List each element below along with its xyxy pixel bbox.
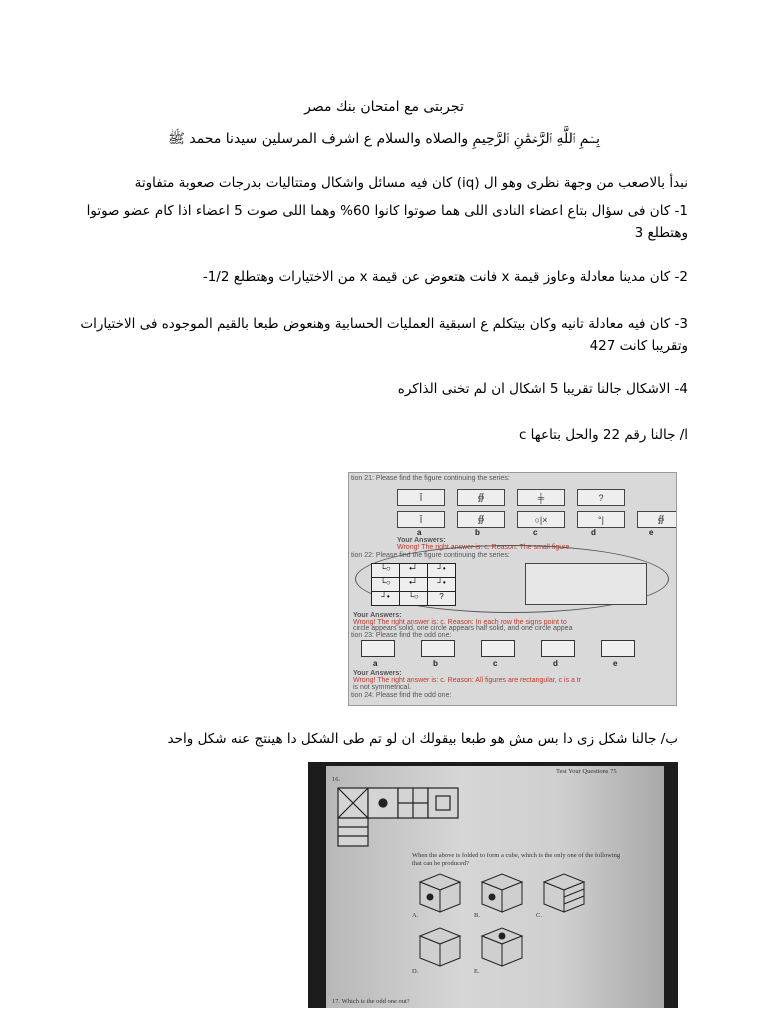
shape-label-c: c xyxy=(493,659,498,668)
your-answers-label-3: Your Answers: xyxy=(353,670,402,677)
your-answers-label: Your Answers: xyxy=(397,537,446,544)
shape-label-a: a xyxy=(373,659,378,668)
question-23-heading: tion 23: Please find the odd one: xyxy=(351,632,452,639)
option-cell: ∯ xyxy=(637,511,677,528)
question-16-number: 16. xyxy=(332,776,341,783)
option-cell: °| xyxy=(577,511,625,528)
wrong-answer-23: Wrong! The right answer is: c. Reason: All figures are rectangular, c is a tr xyxy=(353,677,582,684)
question-16-text-2: that can be produced? xyxy=(412,860,469,867)
option-label-e: e xyxy=(649,528,654,537)
cube-label-d: D. xyxy=(412,968,419,975)
sub-item-b-paragraph: ب/ جالنا شكل زى دا بس مش هو طبعا بيقولك ان لو تم طى الشكل دا هينتج عنه شكل واحد xyxy=(167,731,678,747)
option-cell: ○|× xyxy=(517,511,565,528)
option-cell: Ĭ xyxy=(397,511,445,528)
book-page xyxy=(326,766,664,1008)
cube-label-e: E. xyxy=(474,968,480,975)
shape-a xyxy=(361,640,395,657)
cube-label-a: A. xyxy=(412,912,419,919)
cube-question-photo xyxy=(308,762,678,1008)
shape-e xyxy=(601,640,635,657)
intro-paragraph: نبدأ بالاصعب من وجهة نظرى وهو ال (iq) كان فيه مسائل واشكال ومتتاليات بدرجات صعوبة متفاوتة xyxy=(134,175,688,191)
shape-c xyxy=(481,640,515,657)
answer-choices-box xyxy=(525,563,647,605)
series-row-2 xyxy=(397,511,677,528)
sub-item-a-paragraph: ا/ جالنا رقم 22 والحل بتاعها c xyxy=(518,427,688,443)
shape-b xyxy=(421,640,455,657)
basmala-line: بِسۡمِ ٱللَّهِ ٱلرَّحۡمَٰنِ ٱلرَّحِيمِ والصلاه والسلام ع اشرف المرسلين سيدنا محمد ﷺ xyxy=(168,131,600,147)
document-title: تجربتى مع امتحان بنك مصر xyxy=(304,99,464,115)
option-label-d: d xyxy=(591,528,596,537)
series-cell: ╪ xyxy=(517,489,565,506)
test-results-screenshot xyxy=(348,472,677,706)
question-17-text: 17. Which is the odd one out? xyxy=(332,998,410,1005)
matrix-cell: ┘• xyxy=(372,592,399,605)
cube-label-c: C. xyxy=(536,912,542,919)
shape-label-d: d xyxy=(553,659,558,668)
shape-label-e: e xyxy=(613,659,618,668)
question-16-text: When the above is folded to form a cube, which is the only one of the following xyxy=(412,852,621,859)
question-21-heading: tion 21: Please find the figure continuing the series: xyxy=(351,475,510,482)
series-row-1 xyxy=(397,489,625,506)
matrix-cell: •┘ xyxy=(400,578,427,591)
shape-label-b: b xyxy=(433,659,438,668)
matrix-cell: •┘ xyxy=(400,564,427,577)
option-cell: ∯ xyxy=(457,511,505,528)
item-4-paragraph: 4- الاشكال جالنا تقريبا 5 اشكال ان لم تخنى الذاكره xyxy=(397,381,688,397)
item-1-paragraph: 1- كان فى سؤال بتاع اعضاء النادى اللى هما صوتوا كانوا 60% وهما اللى صوت 5 اعضاء اذا كام عضو صوتوا وهتطلع 3 xyxy=(86,203,688,241)
option-label-c: c xyxy=(533,528,538,537)
matrix-cell: ? xyxy=(428,592,455,605)
matrix-cell: └○ xyxy=(372,578,399,591)
cube-options-figure xyxy=(412,870,662,980)
book-header: Test Your Questions 75 xyxy=(556,768,617,775)
matrix-cell: └○ xyxy=(400,592,427,605)
your-answers-label-2: Your Answers: xyxy=(353,612,402,619)
wrong-answer-23-reason: is not symmetrical. xyxy=(353,684,411,691)
series-cell: ? xyxy=(577,489,625,506)
matrix-cell: ┘• xyxy=(428,578,455,591)
option-label-b: b xyxy=(475,528,480,537)
item-2-paragraph: 2- كان مدينا معادلة وعاوز قيمة x فانت هتعوض عن قيمة x من الاختيارات وهتطلع 1/2- xyxy=(202,269,688,285)
question-22-heading: tion 22: Please find the figure continuing the series: xyxy=(351,552,510,559)
matrix-grid xyxy=(371,563,456,606)
wrong-answer-22-reason: circle appears solid, one circle appears half solid, and one circle appea xyxy=(353,625,573,632)
option-label-a: a xyxy=(417,528,422,537)
series-cell: ∯ xyxy=(457,489,505,506)
item-3-paragraph: 3- كان فيه معادلة تانيه وكان بيتكلم ع اسبقية العمليات الحسابية وهنعوض طبعا بالقيم الموجوده فى الاختيارات وتقريبا كانت 427 xyxy=(80,316,688,354)
series-cell: Ĭ xyxy=(397,489,445,506)
cube-net-figure xyxy=(336,786,526,848)
matrix-cell: ┘• xyxy=(428,564,455,577)
wrong-answer-22: Wrong! The right answer is: c. Reason: In each row the signs point to xyxy=(353,619,567,626)
matrix-cell: └○ xyxy=(372,564,399,577)
question-24-heading: tion 24: Please find the odd one: xyxy=(351,692,452,699)
wrong-answer-21: Wrong! The right answer is: c. Reason: The small figure xyxy=(397,544,570,551)
cube-label-b: B. xyxy=(474,912,480,919)
shape-d xyxy=(541,640,575,657)
